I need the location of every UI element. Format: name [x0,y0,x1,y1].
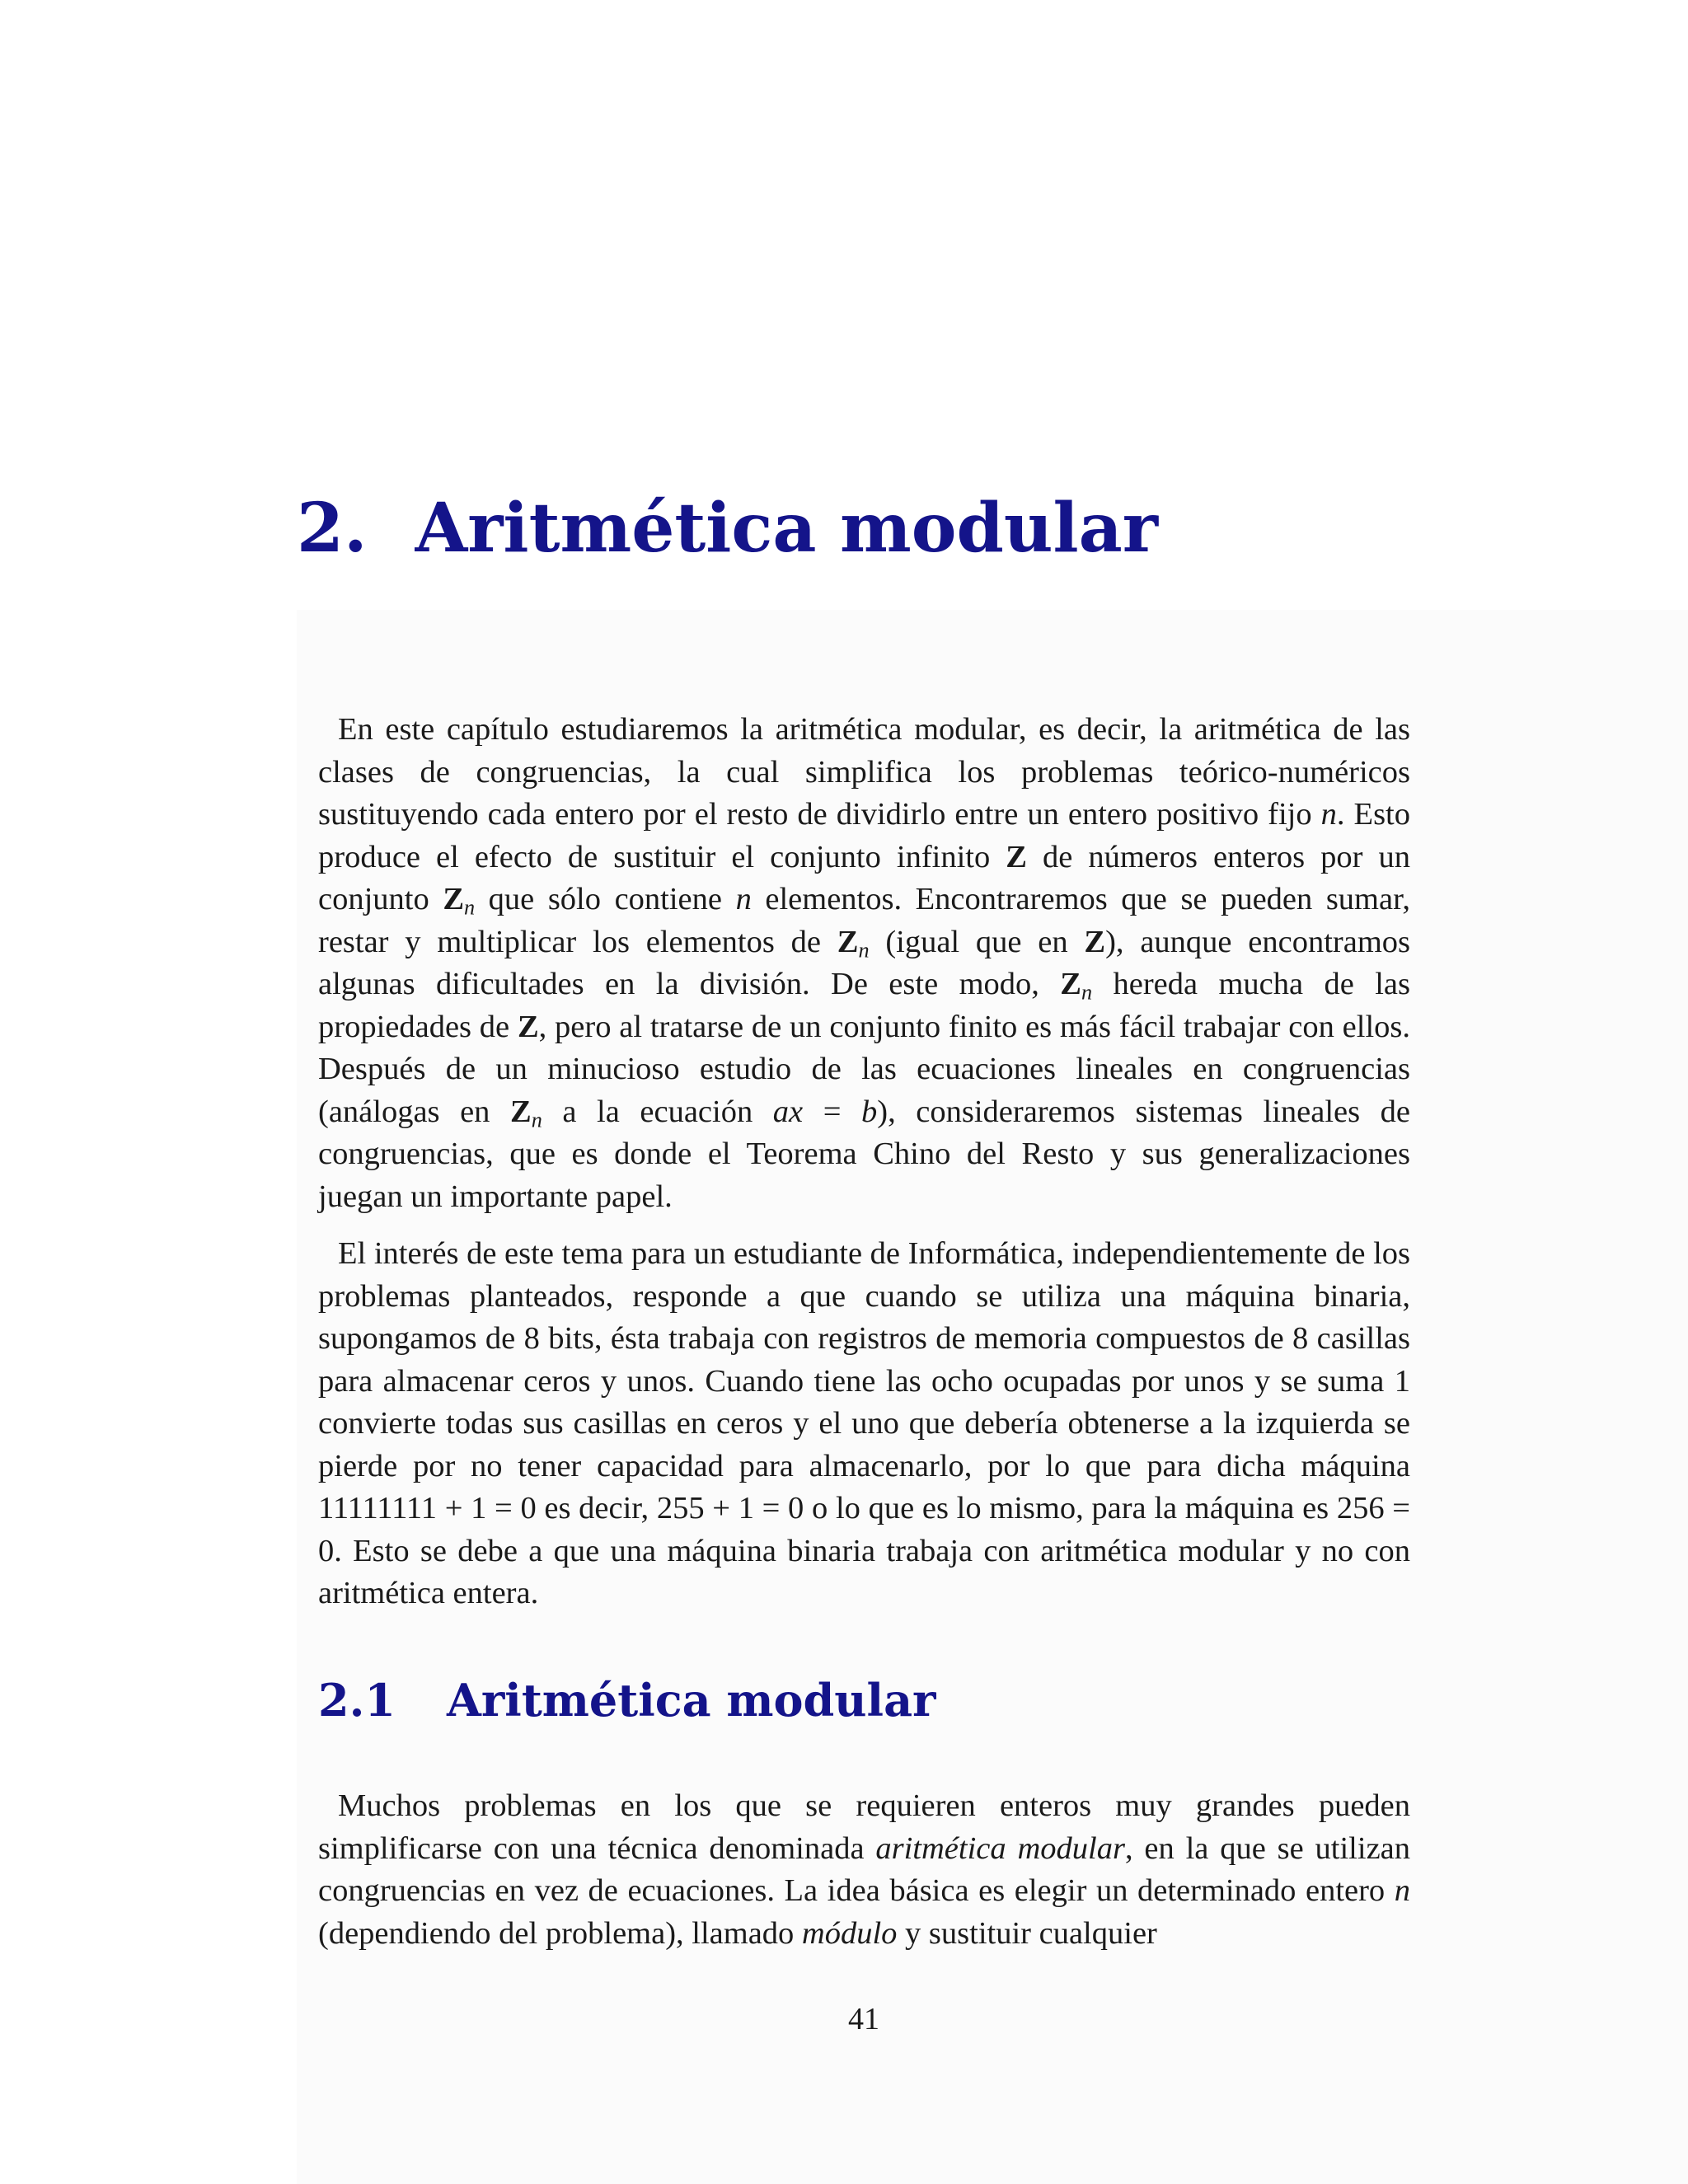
text-run: de números enteros por un conjunto [318,839,1410,916]
math-var: ax [772,1094,804,1129]
emphasis-text: módulo [801,1915,898,1951]
math-subscript: n [531,1108,542,1132]
section-title-text: Aritmética modular [446,1674,936,1727]
math-var: n [1394,1873,1410,1908]
chapter-title-text: Aritmética modular [415,489,1158,568]
math-subscript: n [858,938,870,963]
chapter-title [297,489,1158,568]
page-number: 41 [848,2002,879,2036]
intro-text [318,709,1410,1615]
text-run: a la ecuación [542,1094,773,1129]
text-run: (igual que en [869,924,1085,959]
math-subscript: n [464,895,476,920]
text-run: . Esto produce el efecto de sustituir el conjunto infinito [318,797,1410,874]
text-run: ), aunque encontramos algunas dificultades en la división. De este modo, [318,924,1410,1001]
text-run: y sustituir cualquier [897,1915,1157,1951]
text-run: , en la que se utilizan congruencias en vez de ecuaciones. La idea básica es elegir un determinado entero [318,1830,1411,1908]
math-set-z: Z [1060,967,1081,1001]
paragraph-section [318,1785,1410,1955]
paragraph-informatica: El interés de este tema para un estudiante de Informática, independientemente de los problemas planteados, responde a que cuando se utiliza una máquina binaria, supongamos de 8 bits, ésta trabaja con registros de memoria compuestos de 8 casillas para almacenar ceros y unos. Cuando tiene las ocho ocupadas por unos y se suma 1 convierte todas sus casillas en ceros y el uno que debería obtenerse a la izquierda se pierde por no tener capacidad para almacenarlo, por lo que para dicha máquina 11111111 + 1 = 0 es decir, 255 + 1 = 0 o lo que es lo mismo, para la máquina es 256 = 0. Esto se debe a que una máquina binaria trabaja con aritmética modular y no con aritmética entera. [318,1236,1410,1610]
emphasis-text: aritmética modular [875,1830,1125,1866]
math-set-z: Z [510,1094,532,1129]
text-run: En este capítulo estudiaremos la aritmética modular, es decir, la aritmética de las clases de congruencias, la cual simplifica los problemas teórico-numéricos sustituyendo cada entero por el resto de dividirlo entre un entero positivo fijo [318,712,1410,832]
text-run: (dependiendo del problema), llamado [318,1915,802,1951]
math-set-z: Z [517,1009,539,1044]
text-run: ), consideraremos sistemas lineales de congruencias, que es donde el Teorema Chino del Resto y sus generalizaciones juegan un importante papel. [318,1094,1410,1214]
text-run: Muchos problemas en los que se requieren enteros muy grandes pueden simplificarse con una técnica denominada [318,1788,1410,1866]
text-run: = [803,1094,861,1129]
math-set-z: Z [837,924,859,959]
math-set-z: Z [1084,924,1106,959]
math-set-z: Z [1006,839,1027,874]
math-set-z: Z [443,882,464,916]
text-run: hereda mucha de las propiedades de [318,967,1410,1044]
math-subscript: n [1081,980,1093,1005]
section-title [318,1674,936,1727]
text-run: que sólo contiene [475,882,736,916]
section-text [318,1785,1410,1955]
text-run: elementos. Encontraremos que se pueden sumar, restar y multiplicar los elementos de [318,882,1410,959]
math-var: n [1320,797,1337,832]
section-number: 2.1 [318,1674,396,1727]
math-var: n [735,882,752,916]
chapter-number: 2. [297,489,368,568]
math-var: b [861,1094,878,1129]
text-run: , pero al tratarse de un conjunto finito es más fácil trabajar con ellos. Después de un minucioso estudio de las ecuaciones lineales en congruencias (análogas en [318,1009,1410,1129]
paragraph-intro [318,709,1410,1218]
